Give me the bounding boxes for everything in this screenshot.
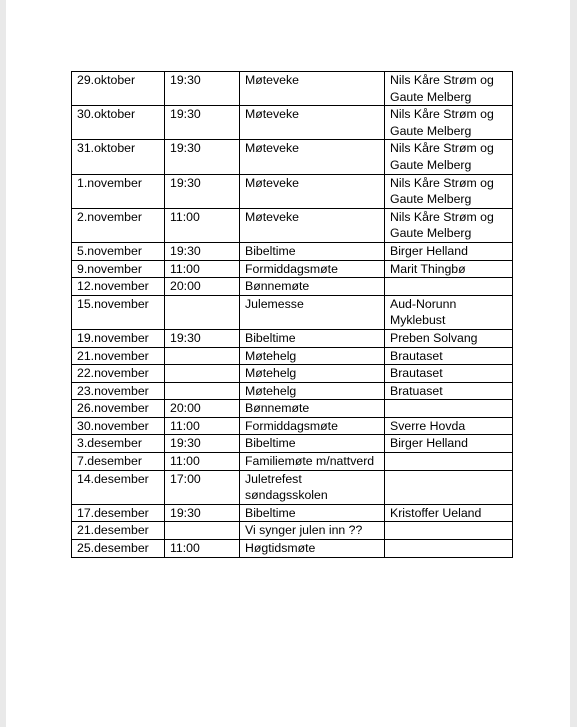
table-row — [72, 329, 513, 347]
table-row — [72, 106, 513, 140]
time-cell: 11:00 — [165, 208, 240, 242]
event-cell: Bønnemøte — [240, 278, 385, 296]
table-row — [72, 242, 513, 260]
event-cell: Juletrefest søndagsskolen — [240, 470, 385, 504]
date-cell: 23.november — [72, 382, 165, 400]
date-cell: 12.november — [72, 278, 165, 296]
table-row — [72, 72, 513, 106]
time-cell: 19:30 — [165, 174, 240, 208]
table-row — [72, 260, 513, 278]
event-cell: Bønnemøte — [240, 400, 385, 418]
time-cell: 20:00 — [165, 400, 240, 418]
time-cell: 20:00 — [165, 278, 240, 296]
leader-cell — [385, 522, 513, 540]
event-cell: Møteveke — [240, 72, 385, 106]
date-cell: 19.november — [72, 329, 165, 347]
leader-cell: Marit Thingbø — [385, 260, 513, 278]
time-cell — [165, 522, 240, 540]
table-row — [72, 470, 513, 504]
leader-cell: Nils Kåre Strøm og Gaute Melberg — [385, 208, 513, 242]
date-cell: 22.november — [72, 365, 165, 383]
date-cell: 5.november — [72, 242, 165, 260]
event-cell: Bibeltime — [240, 504, 385, 522]
event-cell: Bibeltime — [240, 435, 385, 453]
leader-cell: Nils Kåre Strøm og Gaute Melberg — [385, 72, 513, 106]
table-row — [72, 174, 513, 208]
time-cell: 11:00 — [165, 540, 240, 558]
leader-cell: Brautaset — [385, 347, 513, 365]
time-cell — [165, 365, 240, 383]
event-cell: Bibeltime — [240, 329, 385, 347]
table-row — [72, 522, 513, 540]
leader-cell: Birger Helland — [385, 242, 513, 260]
time-cell: 19:30 — [165, 329, 240, 347]
table-row — [72, 400, 513, 418]
event-cell: Møtehelg — [240, 365, 385, 383]
leader-cell — [385, 540, 513, 558]
table-row — [72, 504, 513, 522]
leader-cell — [385, 470, 513, 504]
date-cell: 7.desember — [72, 453, 165, 471]
time-cell: 19:30 — [165, 435, 240, 453]
event-cell: Vi synger julen inn ?? — [240, 522, 385, 540]
schedule-table — [71, 71, 513, 558]
table-row — [72, 295, 513, 329]
time-cell: 11:00 — [165, 453, 240, 471]
table-row — [72, 278, 513, 296]
date-cell: 3.desember — [72, 435, 165, 453]
time-cell: 19:30 — [165, 504, 240, 522]
date-cell: 29.oktober — [72, 72, 165, 106]
leader-cell — [385, 278, 513, 296]
event-cell: Julemesse — [240, 295, 385, 329]
table-row — [72, 435, 513, 453]
event-cell: Møtehelg — [240, 347, 385, 365]
time-cell — [165, 347, 240, 365]
event-cell: Møteveke — [240, 174, 385, 208]
date-cell: 2.november — [72, 208, 165, 242]
date-cell: 15.november — [72, 295, 165, 329]
table-row — [72, 365, 513, 383]
time-cell: 19:30 — [165, 242, 240, 260]
table-row — [72, 453, 513, 471]
date-cell: 21.november — [72, 347, 165, 365]
date-cell: 30.oktober — [72, 106, 165, 140]
leader-cell: Kristoffer Ueland — [385, 504, 513, 522]
time-cell: 11:00 — [165, 260, 240, 278]
date-cell: 1.november — [72, 174, 165, 208]
leader-cell — [385, 400, 513, 418]
time-cell: 19:30 — [165, 72, 240, 106]
date-cell: 17.desember — [72, 504, 165, 522]
time-cell: 17:00 — [165, 470, 240, 504]
leader-cell — [385, 453, 513, 471]
date-cell: 21.desember — [72, 522, 165, 540]
date-cell: 25.desember — [72, 540, 165, 558]
table-row — [72, 540, 513, 558]
event-cell: Familiemøte m/nattverd — [240, 453, 385, 471]
event-cell: Møteveke — [240, 208, 385, 242]
leader-cell: Aud-Norunn Myklebust — [385, 295, 513, 329]
date-cell: 30.november — [72, 417, 165, 435]
leader-cell: Nils Kåre Strøm og Gaute Melberg — [385, 140, 513, 174]
event-cell: Møtehelg — [240, 382, 385, 400]
leader-cell: Nils Kåre Strøm og Gaute Melberg — [385, 174, 513, 208]
event-cell: Bibeltime — [240, 242, 385, 260]
table-row — [72, 382, 513, 400]
table-row — [72, 347, 513, 365]
event-cell: Formiddagsmøte — [240, 417, 385, 435]
time-cell: 19:30 — [165, 140, 240, 174]
table-row — [72, 208, 513, 242]
date-cell: 31.oktober — [72, 140, 165, 174]
event-cell: Møteveke — [240, 106, 385, 140]
time-cell: 11:00 — [165, 417, 240, 435]
table-row — [72, 140, 513, 174]
leader-cell: Preben Solvang — [385, 329, 513, 347]
event-cell: Høgtidsmøte — [240, 540, 385, 558]
time-cell: 19:30 — [165, 106, 240, 140]
leader-cell: Bratuaset — [385, 382, 513, 400]
leader-cell: Brautaset — [385, 365, 513, 383]
document-page — [6, 0, 570, 727]
time-cell — [165, 295, 240, 329]
event-cell: Møteveke — [240, 140, 385, 174]
leader-cell: Sverre Hovda — [385, 417, 513, 435]
time-cell — [165, 382, 240, 400]
leader-cell: Birger Helland — [385, 435, 513, 453]
date-cell: 26.november — [72, 400, 165, 418]
date-cell: 14.desember — [72, 470, 165, 504]
event-cell: Formiddagsmøte — [240, 260, 385, 278]
date-cell: 9.november — [72, 260, 165, 278]
leader-cell: Nils Kåre Strøm og Gaute Melberg — [385, 106, 513, 140]
table-row — [72, 417, 513, 435]
